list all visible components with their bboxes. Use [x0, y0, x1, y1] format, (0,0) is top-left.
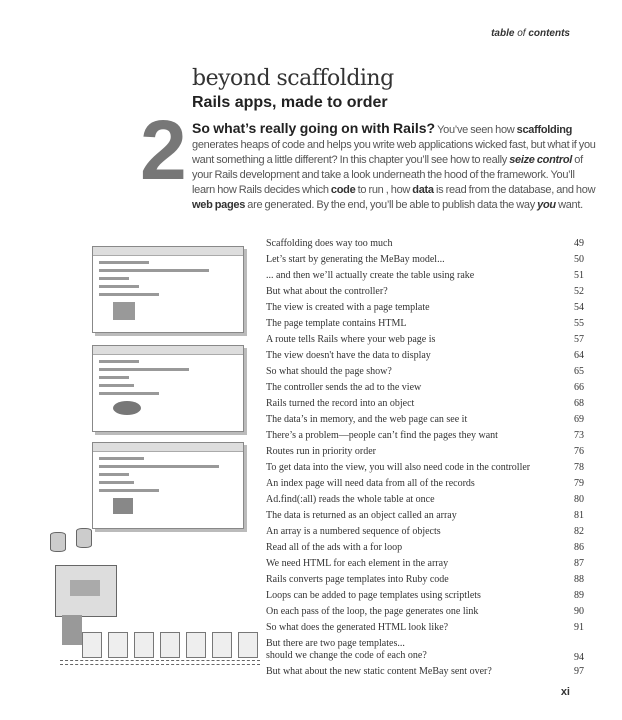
toc-entry-title: Loops can be added to page templates using scriptlets	[266, 590, 481, 601]
toc-entry-title: Ad.find(:all) reads the whole table at once	[266, 494, 435, 505]
toc-entry[interactable]	[266, 524, 584, 540]
intro-body	[192, 124, 596, 211]
web-page-illustration	[134, 632, 154, 658]
toc-entry[interactable]	[266, 428, 584, 444]
intro-segment: want.	[555, 199, 583, 211]
toc-entry-title: ... and then we’ll actually create the table using rake	[266, 270, 475, 281]
toc-entry-title: Routes run in priority order	[266, 446, 376, 457]
intro-segment: seize control	[509, 154, 573, 166]
toc-entry-title: Rails turned the record into an object	[266, 398, 415, 409]
toc-entry-title: The view is created with a page template	[266, 302, 430, 313]
browser-window-illustration	[92, 442, 244, 529]
toc-entry-title: The controller sends the ad to the view	[266, 382, 422, 393]
chapter-title: Rails apps, made to order	[192, 94, 388, 111]
header-text: table	[491, 28, 518, 39]
toc-entry-title: An index page will need data from all of the records	[266, 478, 475, 489]
intro-segment: You’ve seen how	[435, 124, 517, 136]
toc-entry-page: 51	[574, 270, 584, 281]
web-page-illustration	[82, 632, 102, 658]
toc-entry-title: But what about the controller?	[266, 286, 388, 297]
toc-entry-page: 54	[574, 302, 584, 313]
toc-entry[interactable]	[266, 316, 584, 332]
toc-entry[interactable]	[266, 396, 584, 412]
page-number: xi	[560, 686, 570, 698]
toc-entry[interactable]	[266, 492, 584, 508]
toc-entry-page: 86	[574, 542, 584, 553]
toc-entry-title: There’s a problem—people can’t find the pages they want	[266, 430, 498, 441]
header-text: contents	[525, 28, 570, 39]
toc-entry-page: 55	[574, 318, 584, 329]
intro-segment: generates heaps of code and helps you write web applications wicked fast, but what if you want something a little different? In this chapter you’ll see how to really	[192, 139, 596, 166]
toc-entry[interactable]	[266, 268, 584, 284]
toc-entry[interactable]	[266, 540, 584, 556]
web-page-illustration	[160, 632, 180, 658]
running-header	[491, 28, 570, 39]
toc-entry-page: 87	[574, 558, 584, 569]
toc-entry-title: The data is returned as an object called an array	[266, 510, 457, 521]
toc-entry[interactable]	[266, 636, 584, 664]
intro-segment: is read from the database, and how	[433, 184, 596, 196]
toc-entry-page: 73	[574, 430, 584, 441]
toc-entry-title: The page template contains HTML	[266, 318, 407, 329]
intro-segment: are generated. By the end, you’ll be able to publish data the way	[245, 199, 538, 211]
toc-entry-page: 79	[574, 478, 584, 489]
toc-entry-title: Let’s start by generating the MeBay model...	[266, 254, 445, 265]
toc-entry[interactable]	[266, 380, 584, 396]
toc-entry-title: The view doesn't have the data to display	[266, 350, 431, 361]
toc-entry-title: We need HTML for each element in the array	[266, 558, 449, 569]
toc-entry-title: An array is a numbered sequence of objects	[266, 526, 441, 537]
toc-entry-page: 81	[574, 510, 584, 521]
toc-entry[interactable]	[266, 412, 584, 428]
toc-entry[interactable]	[266, 300, 584, 316]
chapter-number: 2	[140, 103, 187, 197]
chapter-subtitle: beyond scaffolding	[192, 66, 394, 91]
toc-entry-page: 94	[574, 652, 584, 663]
intro-segment: code	[330, 184, 356, 196]
browser-window-illustration	[92, 246, 244, 333]
intro-segment: to run , how	[355, 184, 413, 196]
chute	[62, 615, 82, 645]
toc-entry[interactable]	[266, 476, 584, 492]
toc-entry[interactable]	[266, 508, 584, 524]
toc-entry[interactable]	[266, 252, 584, 268]
toc-entry[interactable]	[266, 284, 584, 300]
web-page-illustration	[108, 632, 128, 658]
intro-segment: you	[537, 199, 556, 211]
web-page-illustration	[186, 632, 206, 658]
conveyor-belt	[60, 660, 260, 665]
header-text: of	[517, 28, 526, 39]
toc-entry[interactable]	[266, 664, 584, 680]
toc-entry-title: Read all of the ads with a for loop	[266, 542, 403, 553]
toc-entry[interactable]	[266, 236, 584, 252]
toc-entry-title: So what should the page show?	[266, 366, 392, 377]
toc-entry-page: 90	[574, 606, 584, 617]
toc-entry-title: Rails converts page templates into Ruby code	[266, 574, 449, 585]
toc-entry-page: 91	[574, 622, 584, 633]
toc-entry-page: 68	[574, 398, 584, 409]
toc-entry[interactable]	[266, 332, 584, 348]
toc-entry[interactable]	[266, 444, 584, 460]
toc-entry-page: 82	[574, 526, 584, 537]
toc-entry-page: 97	[574, 666, 584, 677]
toc-entry-page: 76	[574, 446, 584, 457]
toc-entry-page: 57	[574, 334, 584, 345]
toc-entry-title: Scaffolding does way too much	[266, 238, 393, 249]
toc-entry-page: 80	[574, 494, 584, 505]
toc-entry-page: 88	[574, 574, 584, 585]
toc-entry-page: 49	[574, 238, 584, 249]
toc-entry-title: So what does the generated HTML look like?	[266, 622, 449, 633]
toc-entry-title: On each pass of the loop, the page generates one link	[266, 606, 479, 617]
toc-list	[266, 236, 584, 680]
intro-lead: So what’s really going on with Rails?	[192, 120, 436, 136]
toc-entry[interactable]	[266, 348, 584, 364]
web-page-illustration	[212, 632, 232, 658]
toc-entry-title: To get data into the view, you will also need code in the controller	[266, 462, 531, 473]
toc-entry[interactable]	[266, 556, 584, 572]
toc-entry[interactable]	[266, 364, 584, 380]
intro-segment: of your Rails development and take a look underneath the hood of the framework. You’ll learn how Rails decides which	[192, 154, 583, 196]
toc-entry-page: 64	[574, 350, 584, 361]
toc-entry-title: But there are two page templates... should we change the code of each one?	[266, 638, 427, 661]
intro-segment: web pages	[192, 199, 246, 211]
toc-entry[interactable]	[266, 588, 584, 604]
toc-entry-page: 52	[574, 286, 584, 297]
toc-entry-page: 65	[574, 366, 584, 377]
toc-entry-page: 50	[574, 254, 584, 265]
browser-window-illustration	[92, 345, 244, 432]
toc-entry-page: 89	[574, 590, 584, 601]
toc-entry[interactable]	[266, 604, 584, 620]
intro-segment: data	[412, 184, 434, 196]
toc-entry[interactable]	[266, 460, 584, 476]
toc-entry-page: 66	[574, 382, 584, 393]
toc-entry[interactable]	[266, 572, 584, 588]
toc-entry-title: A route tells Rails where your web page is	[266, 334, 436, 345]
toc-entry-page: 69	[574, 414, 584, 425]
toc-entry-page: 78	[574, 462, 584, 473]
web-page-illustration	[238, 632, 258, 658]
chapter-intro	[192, 120, 596, 213]
toc-entry-title: The data’s in memory, and the web page can see it	[266, 414, 468, 425]
intro-segment: scaffolding	[516, 124, 573, 136]
machine-label-plate	[70, 580, 100, 596]
database-icon	[50, 532, 66, 552]
toc-entry-title: But what about the new static content MeBay sent over?	[266, 666, 492, 677]
toc-entry[interactable]	[266, 620, 584, 636]
database-icon	[76, 528, 92, 548]
